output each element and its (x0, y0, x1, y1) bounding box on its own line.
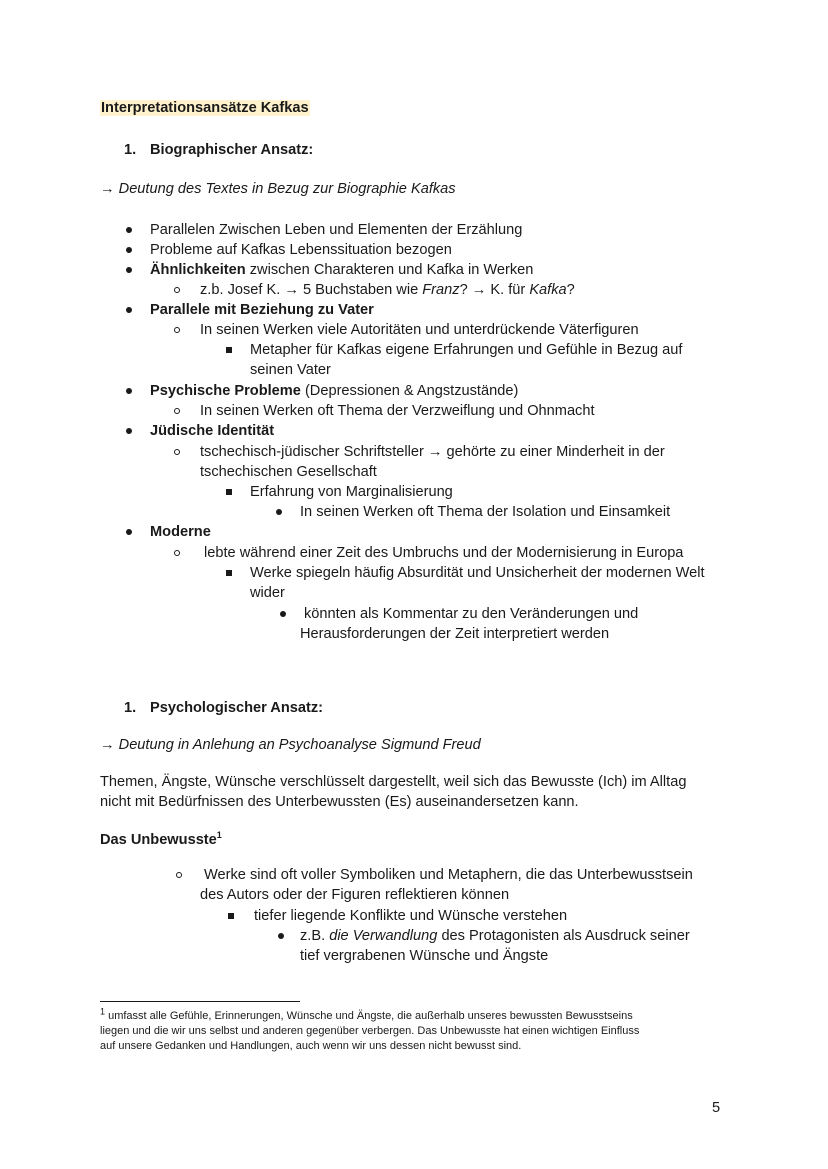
list-item: lebte während einer Zeit des Umbruchs und der Modernisierung in Europa (204, 545, 684, 561)
list-item: tiefer liegende Konflikte und Wünsche verstehen (254, 908, 568, 924)
paragraph-line: nicht mit Bedürfnissen des Unterbewussten (Es) auseinandersetzen kann. (100, 794, 579, 810)
list-item: In seinen Werken oft Thema der Verzweiflung und Ohnmacht (200, 403, 595, 419)
list-item: Erfahrung von Marginalisierung (250, 484, 453, 500)
document-title: Interpretationsansätze Kafkas (101, 100, 309, 116)
list-item: Werke sind oft voller Symboliken und Metaphern, die das Unterbewusstsein (204, 867, 693, 883)
footnote-reference[interactable]: 1 (216, 830, 222, 841)
footnote-line: $^1$ umfasst alle Gefühle, Erinnerungen, Wünsche und Ängste, die außerhalb unseres bewussten Bewusstseins (100, 1006, 633, 1022)
bullet-dot (126, 307, 132, 313)
footnote-line: auf unsere Gedanken und Handlungen, auch wenn wir uns dessen nicht bewusst sind. (100, 1040, 522, 1052)
list-item: Metapher für Kafkas eigene Erfahrungen und Gefühle in Bezug auf (250, 342, 683, 358)
section-subtitle: → Deutung des Textes in Bezug zur Biographie Kafkas (100, 181, 456, 197)
footnote-line: liegen und die wir uns selbst und anderen gegenüber verbergen. Das Unbewusste hat einen wichtigen Einfluss (100, 1025, 640, 1037)
list-item: Werke spiegeln häufig Absurdität und Unsicherheit der modernen Welt (250, 565, 705, 581)
list-item: In seinen Werken viele Autoritäten und unterdrückende Väterfiguren (200, 322, 639, 338)
list-item: Moderne (150, 524, 211, 540)
list-item-continuation: seinen Vater (250, 362, 331, 378)
bullet-dot (126, 267, 132, 273)
list-item: Probleme auf Kafkas Lebenssituation bezogen (150, 242, 452, 258)
bullet-dot (126, 388, 132, 394)
bullet-square (226, 347, 232, 353)
list-item: könnten als Kommentar zu den Veränderungen und (304, 606, 639, 622)
list-item: z.b. Josef K. → 5 Buchstaben wie Franz? → K. für Kafka? (200, 282, 575, 298)
bullet-circle (174, 327, 180, 333)
list-item: Ähnlichkeiten zwischen Charakteren und Kafka in Werken (150, 262, 534, 278)
list-item-continuation: wider (250, 585, 285, 601)
page-number: 5 (712, 1100, 721, 1116)
list-item: tschechisch-jüdischer Schriftsteller → gehörte zu einer Minderheit in der (200, 444, 665, 460)
bullet-square (228, 913, 234, 919)
bullet-circle (174, 550, 180, 556)
bullet-circle (174, 408, 180, 414)
section-number: 1. (124, 142, 137, 158)
subheading: Das Unbewusste$^1$ (100, 830, 222, 848)
list-item-continuation: des Autors oder der Figuren reflektieren können (200, 887, 510, 903)
list-item-continuation: tschechischen Gesellschaft (200, 464, 377, 480)
bullet-dot (126, 227, 132, 233)
bullet-dot (278, 933, 284, 939)
bullet-square (226, 570, 232, 576)
bullet-dot (280, 611, 286, 617)
bullet-circle (176, 872, 182, 878)
list-item-continuation: Herausforderungen der Zeit interpretiert werden (300, 626, 610, 642)
section-subtitle: → Deutung in Anlehung an Psychoanalyse Sigmund Freud (100, 737, 481, 753)
bullet-dot (126, 247, 132, 253)
list-item: Parallele mit Beziehung zu Vater (150, 302, 374, 318)
bullet-dot (276, 509, 282, 515)
bullet-circle (174, 287, 180, 293)
list-item: z.B. die Verwandlung des Protagonisten als Ausdruck seiner (300, 928, 690, 944)
list-item: Jüdische Identität (150, 423, 275, 439)
bullet-circle (174, 449, 180, 455)
bullet-square (226, 489, 232, 495)
section-heading: Psychologischer Ansatz: (150, 700, 324, 716)
paragraph-line: Themen, Ängste, Wünsche verschlüsselt dargestellt, weil sich das Bewusste (Ich) im Alltag (100, 774, 687, 790)
list-item: Parallelen Zwischen Leben und Elementen der Erzählung (150, 222, 523, 238)
bullet-dot (126, 529, 132, 535)
section-number: 1. (124, 700, 137, 716)
footnote-separator (100, 1001, 300, 1002)
list-item-continuation: tief vergrabenen Wünsche und Ängste (300, 948, 549, 964)
bullet-dot (126, 428, 132, 434)
section-heading: Biographischer Ansatz: (150, 142, 314, 158)
list-item: In seinen Werken oft Thema der Isolation und Einsamkeit (300, 504, 671, 520)
list-item: Psychische Probleme (Depressionen & Angstzustände) (150, 383, 519, 399)
